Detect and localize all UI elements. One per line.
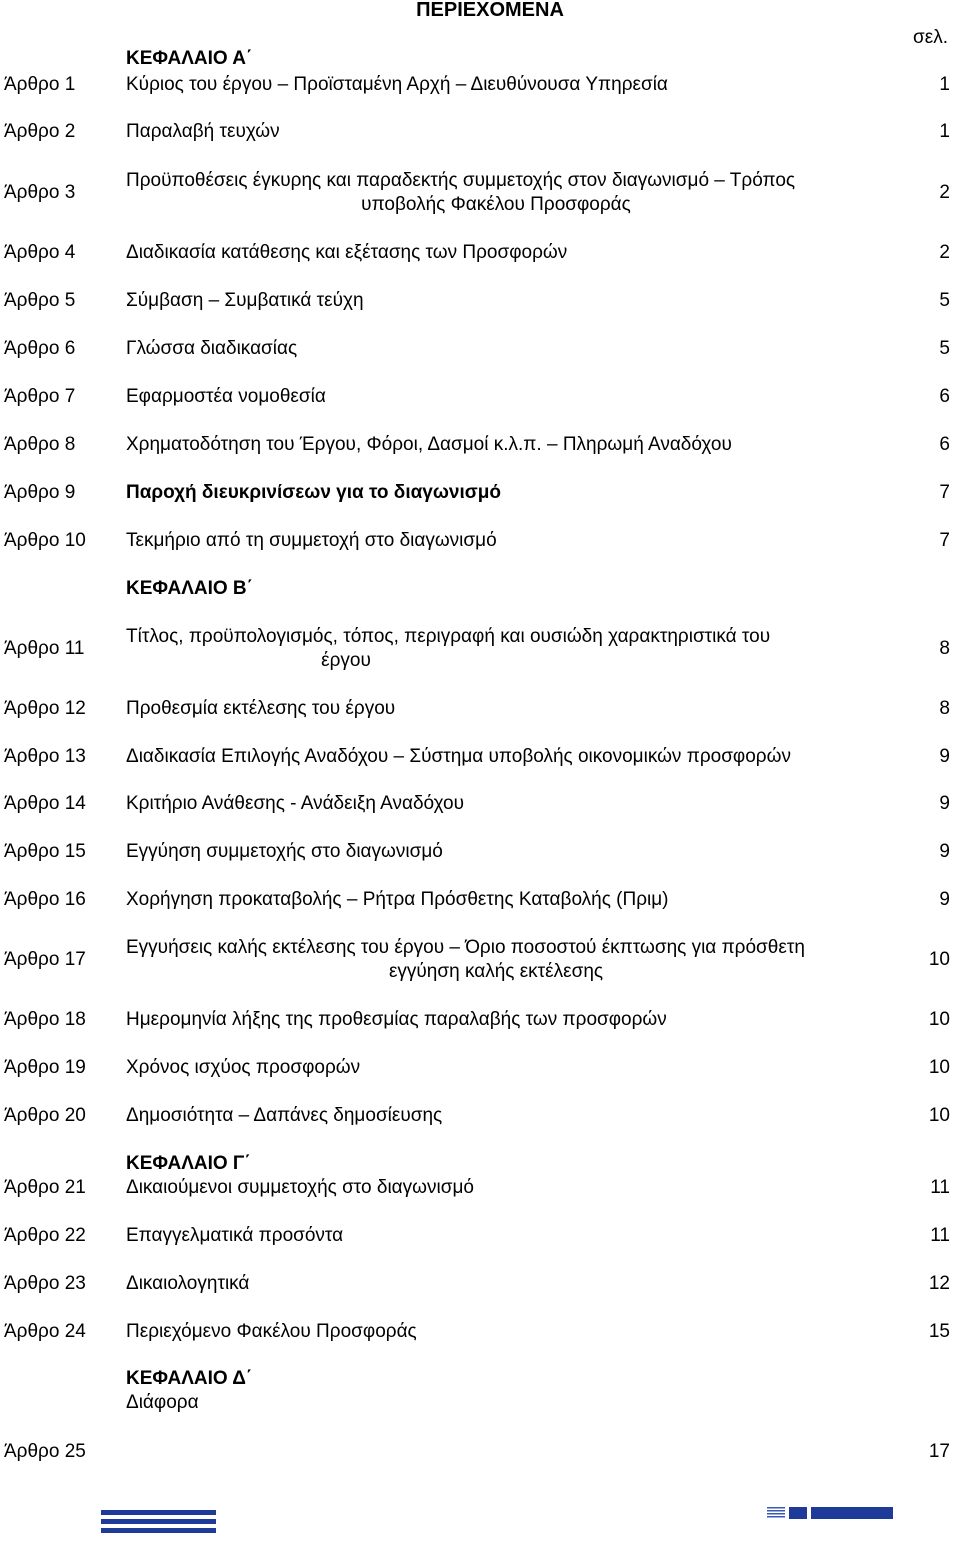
article-title: Χρηματοδότηση του Έργου, Φόροι, Δασμοί κ.λ.π. – Πληρωμή Αναδόχου bbox=[126, 434, 732, 455]
article-title: Τίτλος, προϋπολογισμός, τόπος, περιγραφή και ουσιώδη χαρακτηριστικά του bbox=[126, 626, 771, 647]
article-label: Άρθρο 14 bbox=[4, 793, 86, 814]
article-title: Προθεσμία εκτέλεσης του έργου bbox=[126, 698, 396, 719]
chapter-d-heading: ΚΕΦΑΛΑΙΟ Δ΄ bbox=[126, 1368, 253, 1389]
article-title: Τεκμήριο από τη συμμετοχή στο διαγωνισμό bbox=[126, 530, 497, 551]
article-title: Δικαιολογητικά bbox=[126, 1273, 250, 1294]
article-title: Εφαρμοστέα νομοθεσία bbox=[126, 386, 326, 407]
article-label: Άρθρο 16 bbox=[4, 889, 86, 910]
article-title: Διαδικασία κατάθεσης και εξέτασης των Προσφορών bbox=[126, 242, 568, 263]
article-title: Παραλαβή τευχών bbox=[126, 121, 280, 142]
article-title: Χορήγηση προκαταβολής – Ρήτρα Πρόσθετης Καταβολής (Πριμ) bbox=[126, 889, 669, 910]
article-title: Δημοσιότητα – Δαπάνες δημοσίευσης bbox=[126, 1105, 443, 1126]
article-title: Σύμβαση – Συμβατικά τεύχη bbox=[126, 290, 364, 311]
chapter-b-heading: ΚΕΦΑΛΑΙΟ Β΄ bbox=[126, 578, 253, 599]
article-title-continued: υποβολής Φακέλου Προσφοράς bbox=[361, 194, 631, 215]
programme-logo bbox=[811, 1507, 893, 1519]
article-page: 7 bbox=[939, 530, 950, 551]
page-title: ΠΕΡΙΕΧΟΜΕΝΑ bbox=[416, 0, 564, 21]
article-label: Άρθρο 1 bbox=[4, 74, 76, 95]
article-page: 15 bbox=[928, 1321, 950, 1342]
article-label: Άρθρο 18 bbox=[4, 1009, 86, 1030]
eu-flag-icon bbox=[789, 1507, 807, 1519]
article-page: 10 bbox=[928, 949, 950, 970]
article-title: Δικαιούμενοι συμμετοχής στο διαγωνισμό bbox=[126, 1177, 474, 1198]
article-title: Κύριος του έργου – Προϊσταμένη Αρχή – Διευθύνουσα Υπηρεσία bbox=[126, 74, 668, 95]
article-title-continued: εγγύηση καλής εκτέλεσης bbox=[388, 961, 604, 982]
article-page: 9 bbox=[939, 841, 950, 862]
article-label: Άρθρο 21 bbox=[4, 1177, 86, 1198]
article-page: 9 bbox=[939, 746, 950, 767]
article-page: 12 bbox=[928, 1273, 950, 1294]
article-label: Άρθρο 23 bbox=[4, 1273, 86, 1294]
article-page: 9 bbox=[939, 793, 950, 814]
blue-stripes-logo bbox=[101, 1510, 216, 1536]
article-page: 17 bbox=[928, 1441, 950, 1462]
article-page: 10 bbox=[928, 1057, 950, 1078]
article-label: Άρθρο 6 bbox=[4, 338, 76, 359]
article-page: 1 bbox=[939, 121, 950, 142]
article-label: Άρθρο 4 bbox=[4, 242, 76, 263]
article-page: 2 bbox=[939, 242, 950, 263]
article-page: 5 bbox=[939, 338, 950, 359]
article-label: Άρθρο 5 bbox=[4, 290, 76, 311]
article-title: Εγγύηση συμμετοχής στο διαγωνισμό bbox=[126, 841, 443, 862]
article-page: 11 bbox=[930, 1177, 950, 1198]
chapter-a-heading: ΚΕΦΑΛΑΙΟ Α΄ bbox=[126, 48, 253, 69]
footer-logos bbox=[767, 1507, 893, 1520]
article-page: 5 bbox=[939, 290, 950, 311]
article-label: Άρθρο 17 bbox=[4, 949, 86, 970]
article-label: Άρθρο 24 bbox=[4, 1321, 86, 1342]
article-title: Επαγγελματικά προσόντα bbox=[126, 1225, 344, 1246]
article-title: Χρόνος ισχύος προσφορών bbox=[126, 1057, 361, 1078]
article-label: Άρθρο 11 bbox=[4, 638, 85, 659]
article-page: 6 bbox=[939, 434, 950, 455]
article-title: Διαδικασία Επιλογής Αναδόχου – Σύστημα υποβολής οικονομικών προσφορών bbox=[126, 746, 791, 767]
article-label: Άρθρο 15 bbox=[4, 841, 86, 862]
article-label: Άρθρο 22 bbox=[4, 1225, 86, 1246]
article-label: Άρθρο 10 bbox=[4, 530, 86, 551]
article-page: 7 bbox=[939, 482, 950, 503]
greek-flag-icon bbox=[767, 1507, 785, 1519]
page-column-label: σελ. bbox=[913, 27, 948, 48]
article-label: Άρθρο 3 bbox=[4, 182, 76, 203]
article-page: 8 bbox=[939, 638, 950, 659]
article-page: 9 bbox=[939, 889, 950, 910]
article-title: Εγγυήσεις καλής εκτέλεσης του έργου – Όριο ποσοστού έκπτωσης για πρόσθετη bbox=[126, 937, 805, 958]
article-title: Γλώσσα διαδικασίας bbox=[126, 338, 298, 359]
article-page: 8 bbox=[939, 698, 950, 719]
article-page: 1 bbox=[939, 74, 950, 95]
article-label: Άρθρο 2 bbox=[4, 121, 76, 142]
article-page: 2 bbox=[939, 182, 950, 203]
article-label: Άρθρο 25 bbox=[4, 1441, 86, 1462]
article-label: Άρθρο 13 bbox=[4, 746, 86, 767]
article-page: 10 bbox=[928, 1105, 950, 1126]
article-label: Άρθρο 8 bbox=[4, 434, 76, 455]
article-title-continued: έργου bbox=[321, 650, 371, 671]
article-page: 10 bbox=[928, 1009, 950, 1030]
article-title: Παροχή διευκρινίσεων για το διαγωνισμό bbox=[126, 482, 501, 503]
chapter-d-subtitle: Διάφορα bbox=[126, 1392, 199, 1413]
article-label: Άρθρο 20 bbox=[4, 1105, 86, 1126]
article-title: Κριτήριο Ανάθεσης - Ανάδειξη Αναδόχου bbox=[126, 793, 464, 814]
chapter-c-heading: ΚΕΦΑΛΑΙΟ Γ΄ bbox=[126, 1153, 251, 1174]
article-label: Άρθρο 7 bbox=[4, 386, 76, 407]
article-title: Ημερομηνία λήξης της προθεσμίας παραλαβής των προσφορών bbox=[126, 1009, 667, 1030]
article-title: Περιεχόμενο Φακέλου Προσφοράς bbox=[126, 1321, 417, 1342]
article-page: 6 bbox=[939, 386, 950, 407]
article-page: 11 bbox=[930, 1225, 950, 1246]
article-label: Άρθρο 12 bbox=[4, 698, 86, 719]
article-title: Προϋποθέσεις έγκυρης και παραδεκτής συμμετοχής στον διαγωνισμό – Τρόπος bbox=[126, 170, 796, 191]
article-label: Άρθρο 19 bbox=[4, 1057, 86, 1078]
article-label: Άρθρο 9 bbox=[4, 482, 76, 503]
